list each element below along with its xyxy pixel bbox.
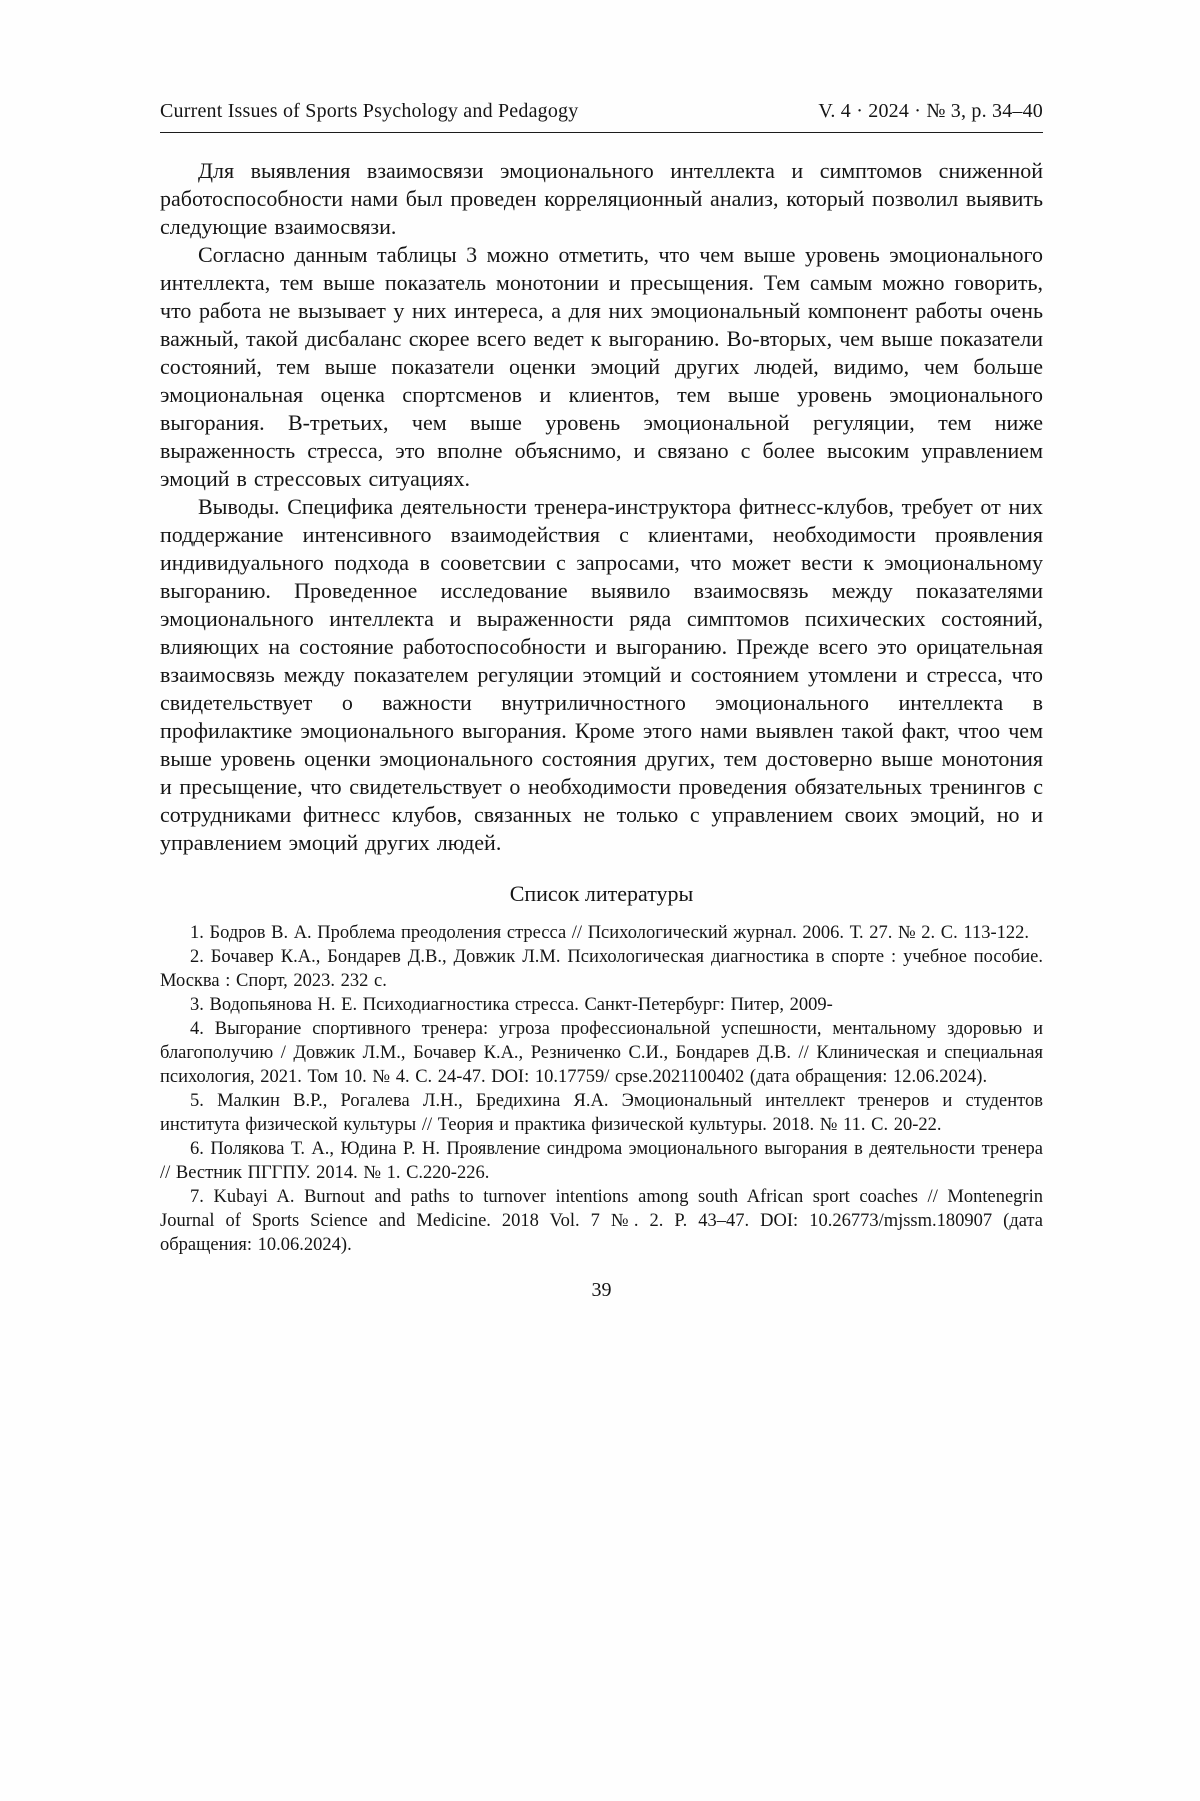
page-header <box>160 100 1043 132</box>
reference-item: 7. Kubayi A. Burnout and paths to turnover intentions among south African sport coaches // Montenegrin Journal of Sports Science and Medicine. 2018 Vol. 7 №. 2. P. 43–47. DOI: 10.26773/mjssm.180907 (дата обращения: 10.06.2024). <box>160 1187 1043 1255</box>
body-paragraph: Для выявления взаимосвязи эмоционального интеллекта и симптомов сниженной работоспособности нами был проведен корреляционный анализ, который позволил выявить следующие взаимосвязи. <box>160 158 1043 239</box>
issue-info: V. 4 · 2024 · № 3, p. 34–40 <box>818 100 1043 122</box>
references-list <box>160 921 1043 1257</box>
reference-item: 1. Бодров В. А. Проблема преодоления стресса // Психологический журнал. 2006. Т. 27. № 2. С. 113-122. <box>190 923 1029 943</box>
body-paragraph: Выводы. Специфика деятельности тренера-инструктора фитнесс-клубов, требует от них поддержание интенсивного взаимодействия с клиентами, необходимости проявления индивидуального подхода в сооветсвии с запросами, что может вести к эмоциональному выгоранию. Проведенное исследование выявило взаимосвязь между показателями эмоционального интеллекта и выраженности ряда симптомов психических состояний, влияющих на состояние работоспособности и выгоранию. Прежде всего это орицательная взаимосвязь между показателем регуляции этомций и состоянием утомлени и стресса, что свидетельствует о важности внутриличностного эмоционального интеллекта в профилактике эмоционального выгорания. Кроме этого нами выявлен такой факт, чтоо чем выше уровень оценки эмоционального состояния других, тем достоверно выше монотония и пресыщение, что свидетельствует о необходимости проведения обязательных тренингов с сотрудниками фитнесс клубов, связанных не только с управлением своих эмоций, но и управлением эмоций других людей. <box>160 494 1043 855</box>
reference-item: 2. Бочавер К.А., Бондарев Д.В., Довжик Л.М. Психологическая диагностика в спорте : учебное пособие. Москва : Спорт, 2023. 232 с. <box>160 947 1043 991</box>
references-heading: Список литературы <box>509 881 694 906</box>
page-footer <box>160 1279 1043 1302</box>
reference-item: 6. Полякова Т. А., Юдина Р. Н. Проявление синдрома эмоционального выгорания в деятельности тренера // Вестник ПГГПУ. 2014. № 1. С.220-226. <box>160 1139 1043 1183</box>
reference-item: 4. Выгорание спортивного тренера: угроза профессиональной успешности, ментальному здоровью и благополучию / Довжик Л.М., Бочавер К.А., Резниченко С.И., Бондарев Д.В. // Клиническая и специальная психология, 2021. Том 10. № 4. С. 24-47. DOI: 10.17759/ cpse.2021100402 (дата обращения: 12.06.2024). <box>160 1019 1043 1087</box>
header-rule <box>160 132 1043 133</box>
body-paragraphs <box>160 157 1043 857</box>
article-body <box>160 157 1043 1257</box>
page-number: 39 <box>591 1279 612 1301</box>
reference-item: 5. Малкин В.Р., Рогалева Л.Н., Бредихина Я.А. Эмоциональный интеллект тренеров и студентов института физической культуры // Теория и практика физической культуры. 2018. № 11. С. 20-22. <box>160 1091 1043 1135</box>
journal-title: Current Issues of Sports Psychology and Pedagogy <box>160 100 579 122</box>
reference-item: 3. Водопьянова Н. Е. Психодиагностика стресса. Санкт-Петербург: Питер, 2009- <box>190 995 833 1015</box>
body-paragraph: Согласно данным таблицы 3 можно отметить, что чем выше уровень эмоционального интеллекта, тем выше показатель монотонии и пресыщения. Тем самым можно говорить, что работа не вызывает у них интереса, а для них эмоциональный компонент работы очень важный, такой дисбаланс скорее всего ведет к выгоранию. Во-вторых, чем выше показатели состояний, тем выше показатели оценки эмоций других людей, видимо, чем больше эмоциональная оценка спортсменов и клиентов, тем выше уровень эмоционального выгорания. В-третьих, чем выше уровень эмоциональной регуляции, тем ниже выраженность стресса, это вполне объяснимо, и связано с более высоким управлением эмоций в стрессовых ситуациях. <box>160 242 1043 491</box>
